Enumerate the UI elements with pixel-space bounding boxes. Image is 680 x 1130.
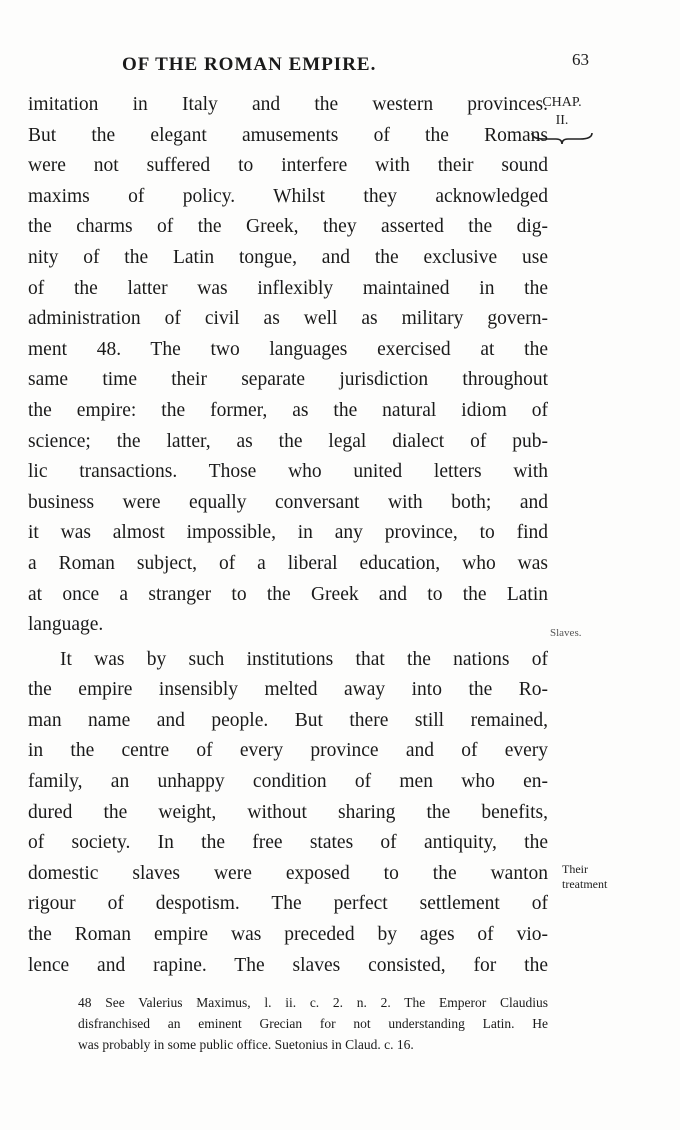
text-line: it was almost impossible, in any province, to find	[28, 522, 548, 544]
text-line: of the latter was inflexibly maintained in the	[28, 277, 548, 299]
treatment-margin-note	[562, 862, 607, 892]
text-line: science; the latter, as the legal dialect of pub-	[28, 430, 548, 452]
footnote-line: was probably in some public office. Suetonius in Claud. c. 16.	[78, 1037, 414, 1052]
text-line: man name and people. But there still remained,	[28, 709, 548, 731]
paragraph-1	[28, 90, 548, 641]
text-line: in the centre of every province and of every	[28, 740, 548, 762]
text-line: a Roman subject, of a liberal education, who was	[28, 552, 548, 574]
text-line: family, an unhappy condition of men who en-	[28, 771, 548, 793]
main-text	[28, 90, 548, 981]
text-line: rigour of despotism. The perfect settlement of	[28, 893, 548, 915]
text-line: business were equally conversant with both; and	[28, 491, 548, 513]
treatment-note-line: Their	[562, 862, 588, 876]
paragraph-2	[28, 645, 548, 982]
text-line: But the elegant amusements of the Romans	[28, 124, 548, 146]
chapter-number: II.	[555, 113, 569, 128]
text-line: the charms of the Greek, they asserted the dig-	[28, 216, 548, 238]
footnote	[78, 992, 548, 1055]
text-line: domestic slaves were exposed to the wanton	[28, 862, 548, 884]
text-line: lence and rapine. The slaves consisted, for the	[28, 954, 548, 976]
page-number: 63	[572, 50, 589, 69]
text-line: were not suffered to interfere with their sound	[28, 155, 548, 177]
footnote-line: 48 See Valerius Maximus, l. ii. c. 2. n. 2. The Emperor Claudius	[78, 995, 548, 1010]
text-line: the Roman empire was preceded by ages of vio-	[28, 924, 548, 946]
text-line: maxims of policy. Whilst they acknowledged	[28, 185, 548, 207]
treatment-note-line: treatment	[562, 877, 608, 891]
text-line: nity of the Latin tongue, and the exclusive use	[28, 246, 548, 268]
text-line: lic transactions. Those who united letters with	[28, 461, 548, 483]
text-line: dured the weight, without sharing the benefits,	[28, 801, 548, 823]
text-line: the empire: the former, as the natural idiom of	[28, 399, 548, 421]
text-line: administration of civil as well as military govern-	[28, 308, 548, 330]
slaves-margin-note: Slaves.	[550, 627, 582, 639]
text-line: ment 48. The two languages exercised at the	[28, 338, 548, 360]
chapter-label: CHAP.	[542, 95, 582, 110]
text-line: imitation in Italy and the western provinces.	[28, 94, 548, 115]
running-title: OF THE ROMAN EMPIRE.	[122, 54, 377, 75]
text-line: the empire insensibly melted away into the Ro-	[28, 679, 548, 701]
text-line: same time their separate jurisdiction throughout	[28, 369, 548, 391]
text-line: language.	[28, 614, 104, 636]
text-line: at once a stranger to the Greek and to the Latin	[28, 583, 548, 605]
footnote-line: disfranchised an eminent Grecian for not understanding Latin. He	[78, 1016, 548, 1031]
text-line: It was by such institutions that the nations of	[60, 648, 548, 670]
text-line: of society. In the free states of antiquity, the	[28, 832, 548, 854]
